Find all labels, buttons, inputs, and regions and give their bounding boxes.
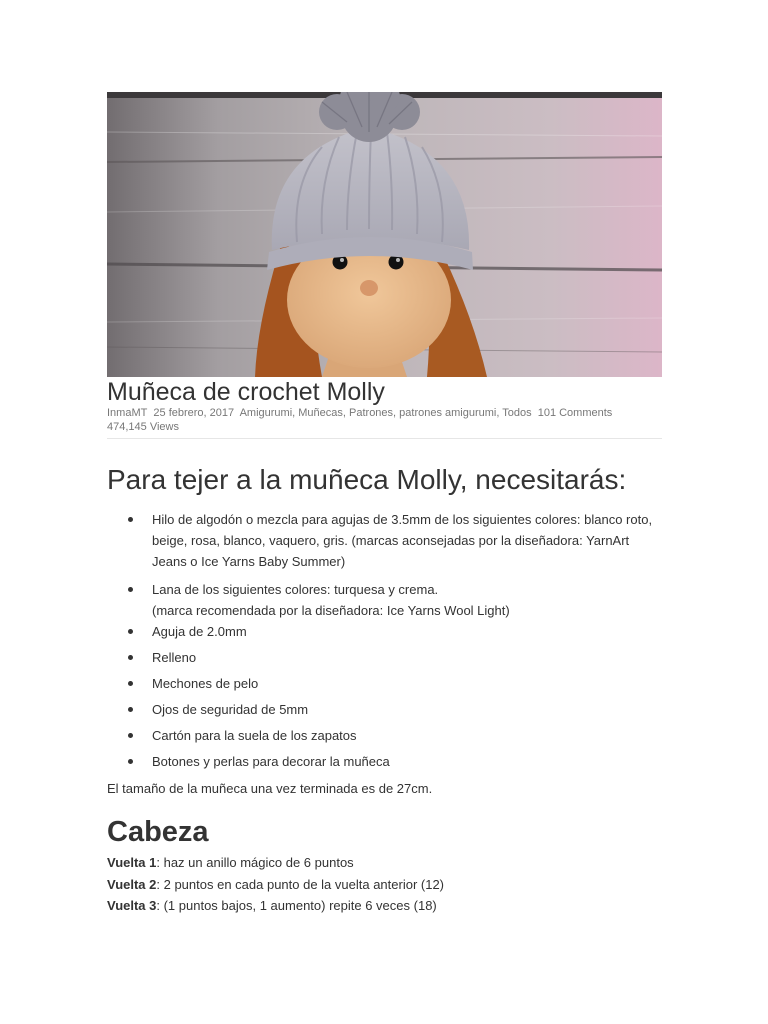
list-item-text: Mechones de pelo [152,676,259,691]
list-item-text: Hilo de algodón o mezcla para agujas de 3.5mm de los siguientes colores: blanco roto, beige, rosa, blanco, vaquero, gris. (marcas aconsejadas por la diseñadora: YarnArt Jeans o Ice Yarns Baby Summer) [152,512,653,569]
post-title: Muñeca de crochet Molly [107,378,385,406]
post-date: 25 febrero, 2017 [153,407,235,419]
round-text: : 2 puntos en cada punto de la vuelta anterior (12) [156,876,445,892]
round-label: Vuelta 3 [107,898,157,913]
bullet-icon [128,587,133,592]
list-item [107,509,667,572]
list-item-note: (marca recomendada por la diseñadora: Ice Yarns Wool Light) [152,603,510,618]
round-row [107,852,667,874]
bullet-icon [128,681,133,686]
post-meta [107,407,637,434]
list-item-text: Cartón para la suela de los zapatos [152,728,357,743]
section-title-cabeza: Cabeza [107,816,209,848]
materials-heading: Para tejer a la muñeca Molly, necesitarás: [107,464,627,495]
round-text: : haz un anillo mágico de 6 puntos [156,855,354,870]
round-label: Vuelta 2 [107,876,157,892]
post-author-link[interactable]: InmaMT [107,407,148,419]
list-item [107,699,667,720]
list-item-text: Lana de los siguientes colores: turquesa y crema. [152,582,439,597]
bullet-icon [128,655,133,660]
list-item-text: Aguja de 2.0mm [152,624,247,639]
bullet-icon [128,707,133,712]
bullet-icon [128,629,133,634]
list-item [107,621,667,642]
list-item-text: Botones y perlas para decorar la muñeca [152,754,390,769]
list-item-text: Relleno [152,650,197,665]
hero-image [107,92,662,377]
materials-list [107,509,667,772]
meta-divider [107,438,662,439]
size-note: El tamaño de la muñeca una vez terminada es de 27cm. [107,781,433,796]
list-item [107,579,667,621]
round-row [107,895,667,917]
list-item [107,647,667,668]
bullet-icon [128,517,133,522]
post-comments-link[interactable]: 101 Comments [537,407,613,419]
round-text: : (1 puntos bajos, 1 aumento) repite 6 veces (18) [156,898,437,913]
bullet-icon [128,733,133,738]
round-row [107,874,667,896]
doll-photo [107,92,662,377]
list-item [107,751,667,772]
list-item-text: Ojos de seguridad de 5mm [152,702,309,717]
bullet-icon [128,759,133,764]
list-item [107,673,667,694]
list-item [107,725,667,746]
round-label: Vuelta 1 [107,855,157,870]
rounds-list [107,852,667,917]
post-views: 474,145 Views [107,420,179,433]
post-categories[interactable]: Amigurumi, Muñecas, Patrones, patrones amigurumi, Todos [239,407,532,419]
